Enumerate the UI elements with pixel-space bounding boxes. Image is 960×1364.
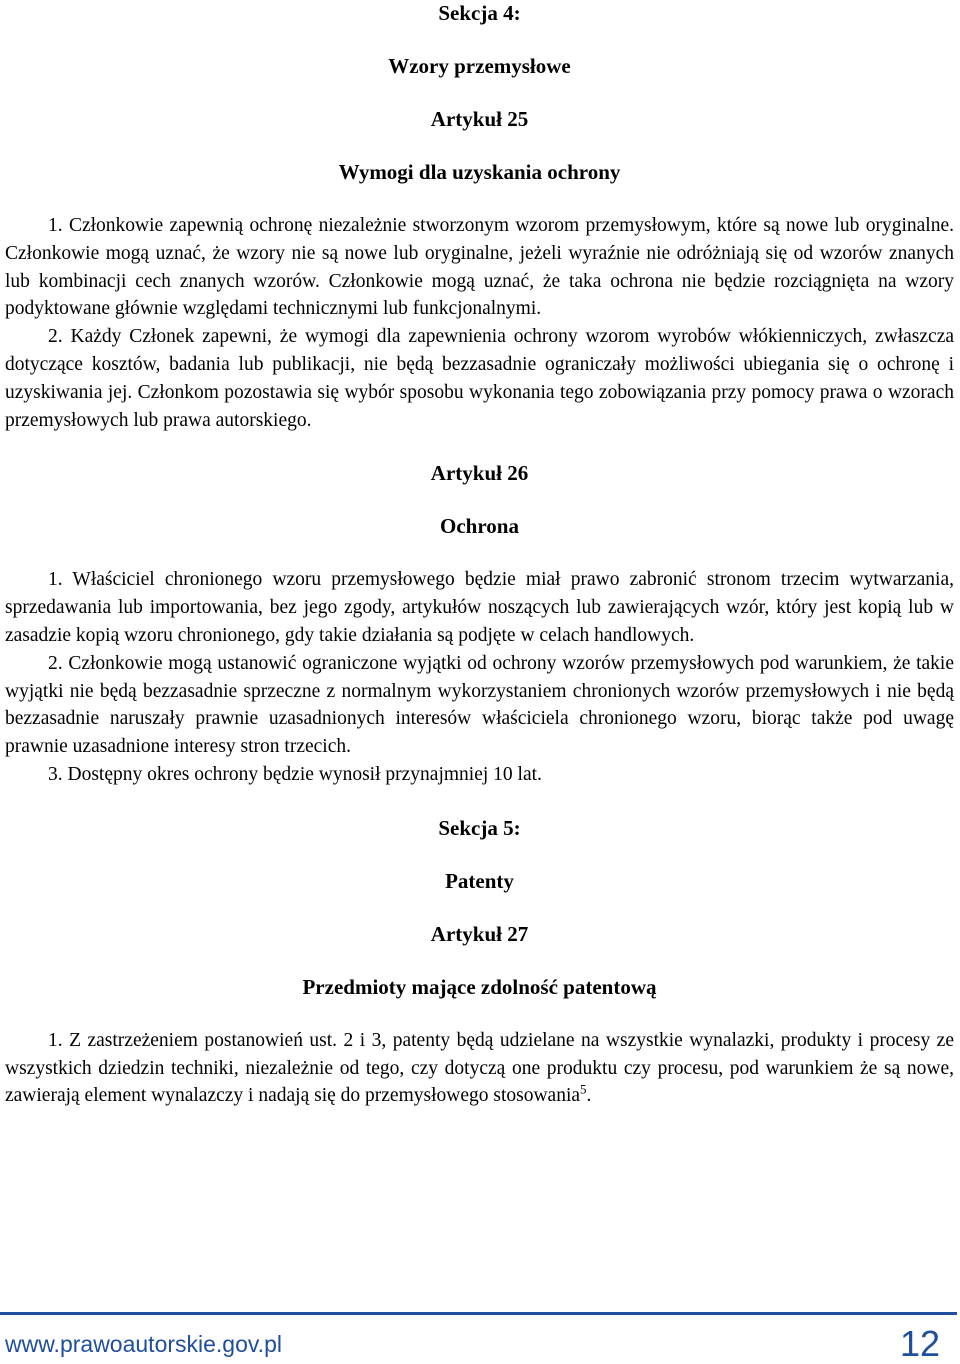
article-27-paragraph-1 bbox=[5, 1027, 954, 1110]
article-26-paragraph-1: 1. Właściciel chronionego wzoru przemysłowego będzie miał prawo zabronić stronom trzecim wytwarzania, sprzedawania lub importowania, bez jego zgody, artykułów noszących lub zawierających wzór, który jest kopią lub w zasadzie kopią wzoru chronionego, gdy takie działania są podjęte w celach handlowych. bbox=[5, 569, 954, 646]
article-26-paragraph-3: 3. Dostępny okres ochrony będzie wynosił przynajmniej 10 lat. bbox=[48, 763, 542, 785]
section-subtitle: Patenty bbox=[445, 868, 514, 893]
page-footer bbox=[0, 1312, 960, 1364]
article-27-paragraph-1-text: 1. Z zastrzeżeniem postanowień ust. 2 i 3, patenty będą udzielane na wszystkie wynalazki, produkty i procesy ze wszystkich dziedzin techniki, niezależnie od tego, czy dotyczą one produktu czy procesu, pod warunkiem że są nowe, zawierają element wynalazczy i nadają się do przemysłowego stosowania bbox=[5, 1029, 954, 1107]
article-heading: Przedmioty mające zdolność patentową bbox=[302, 974, 657, 999]
section-title: Sekcja 5: bbox=[438, 815, 521, 840]
page-number: 12 bbox=[899, 1323, 940, 1364]
footer-website-link[interactable]: www.prawoautorskie.gov.pl bbox=[5, 1331, 282, 1357]
article-25-paragraph-1: 1. Członkowie zapewnią ochronę niezależnie stworzonym wzorom przemysłowym, które są nowe lub oryginalne. Członkowie mogą uznać, że wzory nie są nowe lub oryginalne, jeżeli wyraźnie nie odróżniają się od wzorów znanych lub kombinacji cech znanych wzorów. Członkowie mogą uznać, że taka ochrona nie będzie rozciągnięta na wzory podyktowane głównie względami technicznymi lub funkcjonalnymi. bbox=[5, 215, 954, 320]
article-heading: Wymogi dla uzyskania ochrony bbox=[338, 160, 621, 184]
article-label: Artykuł 27 bbox=[430, 921, 529, 946]
article-heading: Ochrona bbox=[440, 514, 519, 539]
section-subtitle: Wzory przemysłowe bbox=[388, 54, 571, 78]
paragraph-end-punctuation: . bbox=[586, 1085, 592, 1107]
section-title: Sekcja 4: bbox=[438, 1, 521, 25]
footnote-reference[interactable]: 5 bbox=[580, 1081, 587, 1097]
article-26-paragraph-2: 2. Członkowie mogą ustanowić ograniczone wyjątki od ochrony wzorów przemysłowych pod warunkiem, że takie wyjątki nie będą bezzasadnie sprzeczne z normalnym wykorzystaniem chronionych wzorów przemysłowych i nie będą bezzasadnie naruszały prawnie uzasadnionych interesów właściciela chronionego wzoru, biorąc także pod uwagę prawnie uzasadnione interesy stron trzecich. bbox=[5, 652, 954, 758]
article-label: Artykuł 26 bbox=[430, 461, 529, 486]
footer-divider bbox=[0, 1312, 957, 1315]
document-body bbox=[5, 0, 954, 1110]
article-label: Artykuł 25 bbox=[430, 107, 529, 131]
article-25-paragraph-2: 2. Każdy Członek zapewni, że wymogi dla zapewnienia ochrony wzorom wyrobów włókienniczych, zwłaszcza dotyczące kosztów, badania lub publikacji, nie będą bezzasadnie ograniczały możliwości ubiegania się o ochronę i uzyskiwania jej. Członkom pozostawia się wybór sposobu wykonania tego zobowiązania przy pomocy prawa o wzorach przemysłowych lub prawa autorskiego. bbox=[5, 326, 954, 431]
